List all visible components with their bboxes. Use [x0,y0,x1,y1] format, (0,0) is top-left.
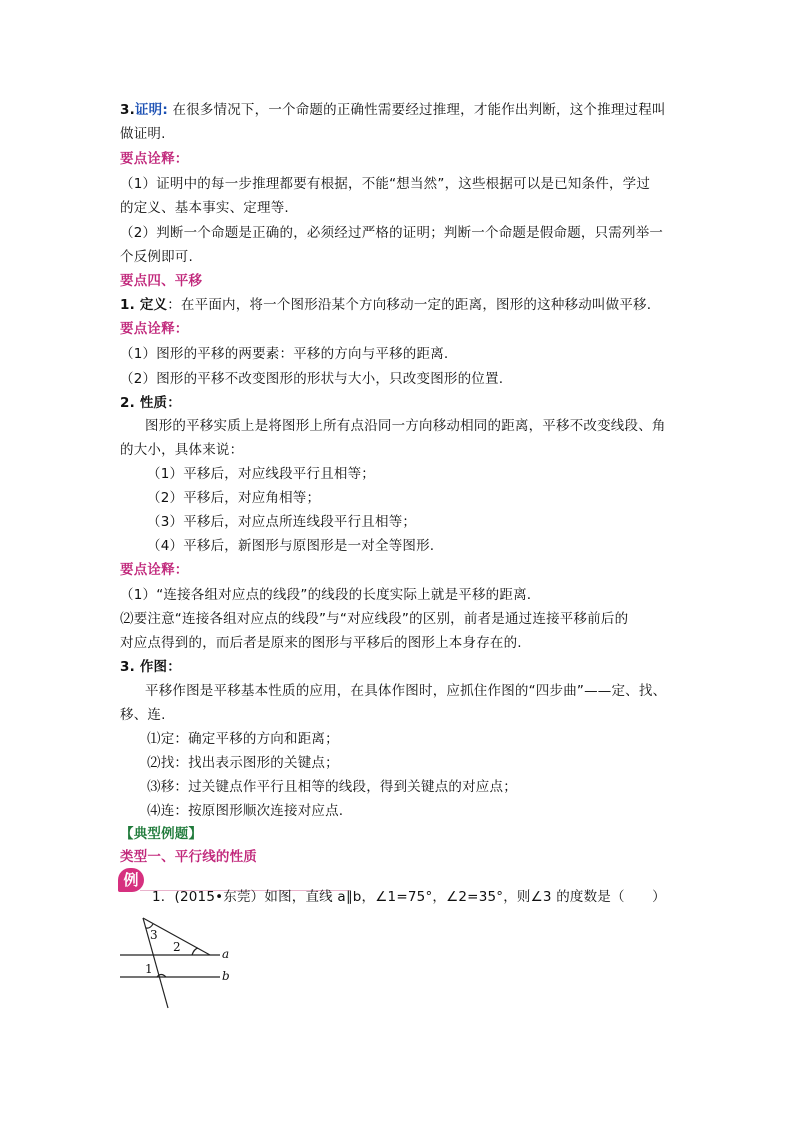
proof-definition-line-1 [120,100,680,120]
parallel-lines-figure [110,908,240,1014]
proof-term: 证明 [134,102,163,118]
property-intro-1: 图形的平移实质上是将图形上所有点沿同一方向移动相同的距离，平移不改变线段、角 [145,418,666,434]
definition-note-1: （1）图形的平移的两要素：平移的方向与平移的距离. [120,346,449,362]
type1-heading: 类型一、平行线的性质 [120,849,257,865]
note-label-definition: 要点诠释： [120,321,189,337]
proof-colon: : [162,102,168,118]
property-item-2: （2）平移后，对应角相等； [147,490,321,506]
property-label: 性质 [139,395,168,411]
property-item-1: （1）平移后，对应线段平行且相等； [147,466,375,482]
label-angle-3: 3 [150,928,158,942]
angle-2-arc [192,948,198,955]
proof-note-line-1: （1）证明中的每一步推理都要有根据，不能“想当然”，这些根据可以是已知条件，学过 [120,176,651,192]
proof-text-1: 在很多情况下，一个命题的正确性需要经过推理，才能作出判断，这个推理过程叫 [172,102,666,118]
property-item-4: （4）平移后，新图形与原图形是一对全等图形. [147,538,435,554]
proof-number: 3. [120,102,135,118]
drawing-colon: ： [167,659,181,675]
property-note-2: ⑵要注意“连接各组对应点的线段”与“对应线段”的区别，前者是通过连接平移前后的 [120,611,629,627]
proof-note-line-3: （2）判断一个命题是正确的，必须经过严格的证明；判断一个命题是假命题，只需列举一 [120,225,664,241]
drawing-intro-2: 移、连. [120,707,166,723]
definition-label: 定义 [139,297,168,313]
property-note-3: 对应点得到的，而后者是原来的图形与平移后的图形上本身存在的. [120,635,522,651]
drawing-step-4: ⑷连：按原图形顺次连接对应点. [147,803,344,819]
proof-note-line-2: 的定义、基本事实、定理等. [120,200,289,216]
definition-text: ：在平面内，将一个图形沿某个方向移动一定的距离，图形的这种移动叫做平移. [167,297,652,313]
drawing-intro-1: 平移作图是平移基本性质的应用，在具体作图时，应抓住作图的“四步曲”——定、找、 [145,683,667,699]
property-number: 2. [120,395,140,411]
label-line-b: b [222,969,230,983]
property-heading [120,393,680,413]
example-badge: 例 [118,868,144,892]
point4-heading: 要点四、平移 [120,273,203,289]
definition-number: 1. [120,297,140,313]
typical-examples-heading: 【典型例题】 [120,826,203,842]
definition-note-2: （2）图形的平移不改变图形的形状与大小，只改变图形的位置. [120,371,504,387]
property-note-1: （1）“连接各组对应点的线段”的线段的长度实际上就是平移的距离. [120,587,532,603]
note-label-property: 要点诠释： [120,562,189,578]
property-item-3: （3）平移后，对应点所连线段平行且相等； [147,514,417,530]
property-intro-2: 的大小，具体来说： [120,442,244,458]
label-angle-2: 2 [173,940,181,954]
note-label-proof: 要点诠释： [120,151,189,167]
proof-definition-line-2: 做证明. [120,126,166,142]
drawing-number: 3. [120,659,140,675]
definition-line [120,295,680,315]
label-angle-1: 1 [145,962,153,976]
example-question: 1．(2015•东莞）如图，直线 a∥b，∠1=75°，∠2=35°，则∠3 的度数是（ ） [152,889,666,905]
label-line-a: a [222,947,230,961]
property-colon: ： [167,395,181,411]
drawing-step-2: ⑵找：找出表示图形的关键点； [147,755,339,771]
proof-note-line-4: 个反例即可. [120,249,193,265]
drawing-label: 作图 [139,659,168,675]
drawing-step-3: ⑶移：过关键点作平行且相等的线段，得到关键点的对应点； [147,779,517,795]
drawing-step-1: ⑴定：确定平移的方向和距离； [147,731,339,747]
drawing-heading [120,657,680,677]
